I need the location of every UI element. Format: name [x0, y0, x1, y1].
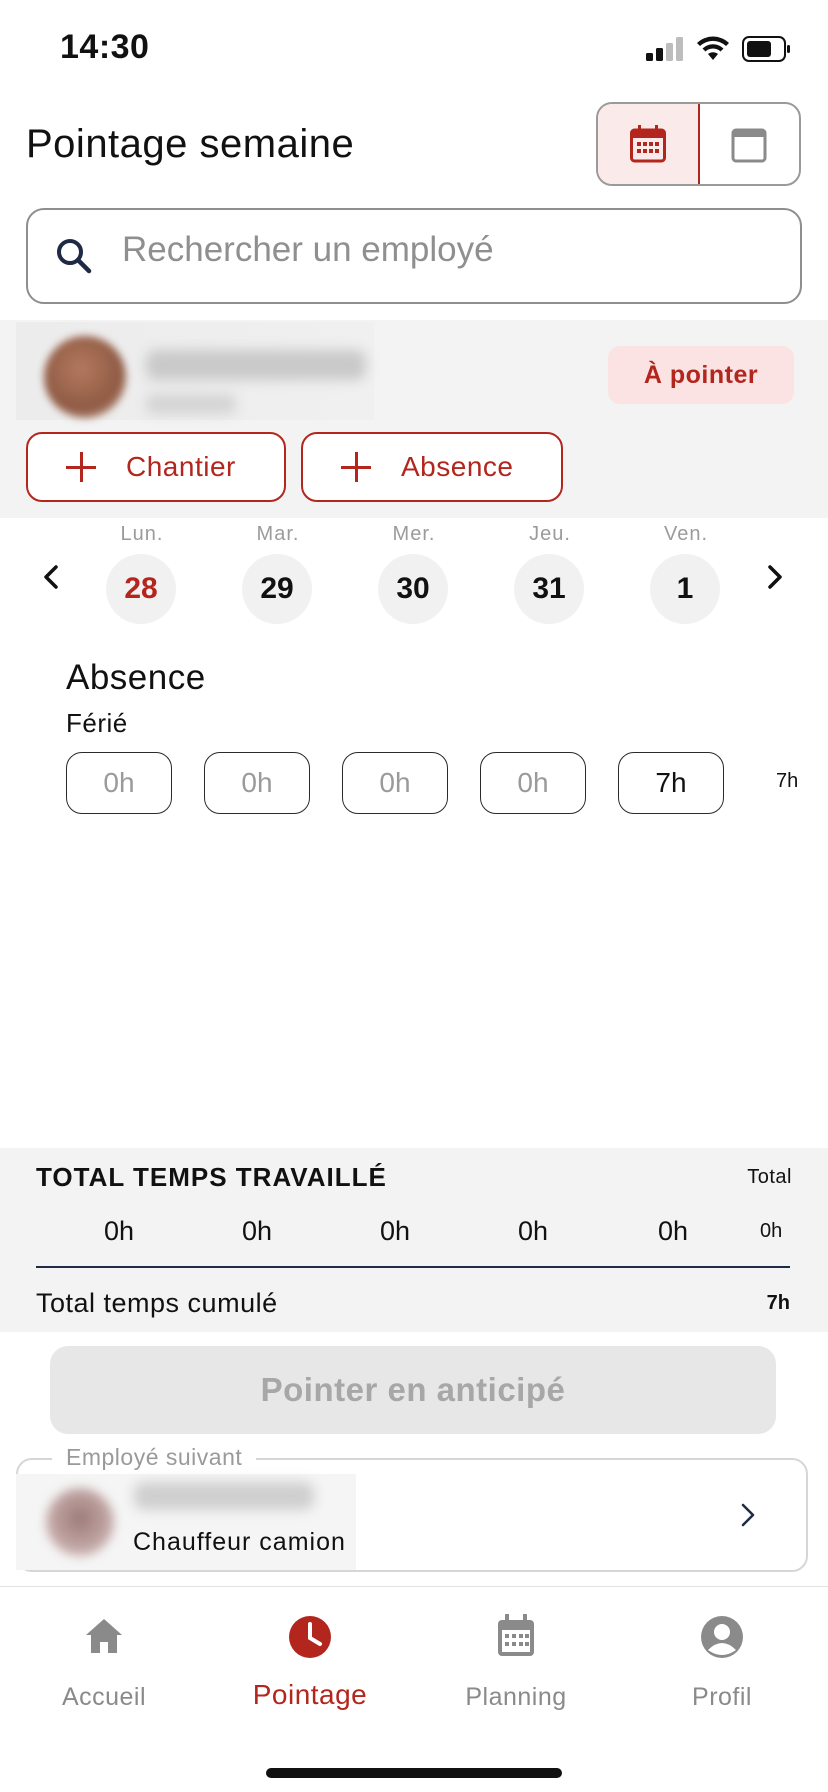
- day-number: 31: [514, 554, 584, 624]
- total-hours-week: 0h: [760, 1220, 783, 1242]
- calendar-icon: [496, 1611, 536, 1663]
- nav-label: Accueil: [61, 1683, 147, 1711]
- add-site-button[interactable]: [26, 432, 286, 502]
- home-icon: [82, 1611, 126, 1663]
- total-hours-wednesday: 0h: [379, 1216, 411, 1246]
- add-absence-button[interactable]: [301, 432, 563, 502]
- nav-label: Planning: [465, 1683, 567, 1711]
- next-employee-name-blurred: [134, 1482, 314, 1510]
- total-hours-thursday: 0h: [517, 1216, 549, 1246]
- search-input[interactable]: [122, 230, 782, 270]
- avatar: [44, 336, 126, 418]
- total-hours-tuesday: 0h: [241, 1216, 273, 1246]
- absence-hours-row: [66, 752, 806, 814]
- day-view-button[interactable]: [700, 104, 800, 184]
- day-number: 29: [242, 554, 312, 624]
- nav-item-pointage[interactable]: [220, 1611, 400, 1711]
- day-label: Mar.: [256, 523, 300, 545]
- signal-icon: [646, 37, 684, 61]
- nav-item-profil[interactable]: [632, 1611, 812, 1712]
- status-time: 14:30: [60, 28, 150, 66]
- day-tuesday[interactable]: [242, 520, 314, 624]
- divider: [36, 1266, 790, 1268]
- plus-icon: [341, 452, 371, 482]
- absence-type: Férié: [66, 708, 128, 738]
- status-badge: À pointer: [608, 346, 794, 404]
- hour-input-thursday[interactable]: 0h: [480, 752, 586, 814]
- wifi-icon: [696, 36, 730, 62]
- user-icon: [699, 1611, 745, 1663]
- calendar-icon: [731, 125, 767, 163]
- day-label: Ven.: [663, 523, 709, 545]
- totals-panel: [0, 1148, 828, 1332]
- calendar-week-icon: [630, 125, 666, 163]
- absence-section-title: Absence: [66, 658, 206, 697]
- home-indicator: [266, 1768, 562, 1778]
- chevron-left-icon: [43, 565, 59, 589]
- search-bar[interactable]: [26, 208, 802, 304]
- chevron-right-icon: [740, 1502, 756, 1528]
- previous-week-button[interactable]: [36, 562, 66, 592]
- next-employee-card[interactable]: [16, 1444, 808, 1572]
- next-week-button[interactable]: [760, 562, 790, 592]
- absence-total: 7h: [776, 770, 799, 792]
- total-hours-friday: 0h: [657, 1216, 689, 1246]
- day-label: Jeu.: [529, 523, 571, 545]
- nav-label: Pointage: [252, 1679, 368, 1710]
- employee-panel: [0, 320, 828, 518]
- next-employee-role: Chauffeur camion: [133, 1528, 346, 1556]
- hour-input-friday[interactable]: 7h: [618, 752, 724, 814]
- add-absence-label: Absence: [401, 451, 514, 482]
- hour-input-wednesday[interactable]: 0h: [342, 752, 448, 814]
- clock-icon: [287, 1611, 333, 1663]
- day-label: Lun.: [120, 523, 164, 545]
- day-thursday[interactable]: [514, 520, 586, 624]
- avatar: [46, 1488, 114, 1556]
- add-site-label: Chantier: [126, 451, 236, 482]
- nav-item-accueil[interactable]: [14, 1611, 194, 1712]
- day-friday[interactable]: [650, 520, 722, 624]
- battery-icon: [742, 36, 792, 62]
- totals-total-label: Total: [747, 1166, 792, 1188]
- day-label: Mer.: [392, 523, 436, 545]
- totals-title: TOTAL TEMPS TRAVAILLÉ: [36, 1162, 387, 1192]
- day-number: 28: [106, 554, 176, 624]
- anticipate-button[interactable]: Pointer en anticipé: [50, 1346, 776, 1434]
- plus-icon: [66, 452, 96, 482]
- day-number: 30: [378, 554, 448, 624]
- nav-label: Profil: [692, 1683, 752, 1711]
- employee-info: [16, 322, 374, 420]
- hour-input-tuesday[interactable]: 0h: [204, 752, 310, 814]
- total-hours-monday: 0h: [103, 1216, 135, 1246]
- chevron-right-icon: [767, 565, 783, 589]
- header: [0, 100, 828, 190]
- search-icon: [54, 236, 94, 276]
- employee-subtitle-blurred: [146, 394, 236, 414]
- cumulative-label: Total temps cumulé: [36, 1288, 278, 1318]
- day-number: 1: [650, 554, 720, 624]
- next-employee-legend: Employé suivant: [52, 1444, 256, 1471]
- bottom-nav: [0, 1586, 828, 1792]
- nav-item-planning[interactable]: [426, 1611, 606, 1712]
- week-days-nav: [0, 520, 828, 630]
- status-icons: [646, 36, 792, 62]
- cumulative-value: 7h: [766, 1292, 790, 1314]
- page-title: Pointage semaine: [26, 122, 355, 166]
- status-bar: [0, 0, 828, 100]
- employee-name-blurred: [146, 350, 366, 380]
- hour-input-monday[interactable]: 0h: [66, 752, 172, 814]
- day-monday[interactable]: [106, 520, 178, 624]
- view-toggle: [596, 102, 801, 186]
- week-view-button[interactable]: [596, 102, 700, 186]
- day-wednesday[interactable]: [378, 520, 450, 624]
